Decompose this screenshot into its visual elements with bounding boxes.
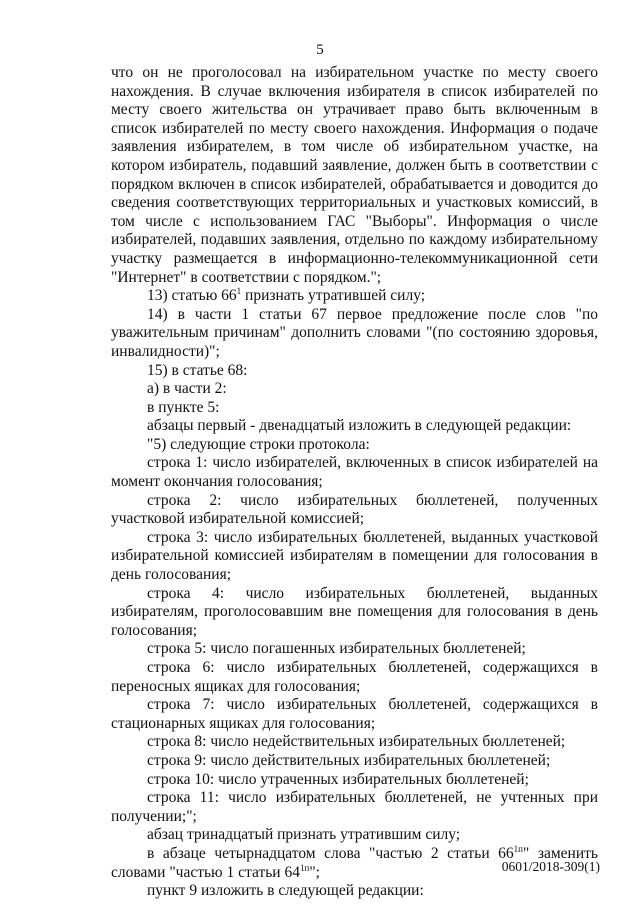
protocol-line: строка 3: число избирательных бюллетеней, выданных участковой избирательной комиссией избирателям в помещении для голосования в день голосования; — [111, 528, 598, 584]
subitem-a: а) в части 2: — [147, 380, 227, 398]
point-9-heading: пункт 9 изложить в следующей редакции: — [147, 882, 424, 900]
protocol-line: строка 5: число погашенных избирательных бюллетеней; — [147, 640, 526, 658]
protocol-line: строка 4: число избирательных бюллетеней, выданных избирателям, проголосовавшим вне помещения для голосования в день голосования; — [111, 584, 598, 639]
protocol-line: строка 10: число утраченных избирательных бюллетеней; — [147, 770, 529, 788]
protocol-line: строка 1: число избирателей, включенных в список избирателей на момент окончания голосования; — [111, 454, 598, 491]
paragraph-13-repeal: абзац тринадцатый признать утратившим силу; — [147, 826, 461, 844]
superscript: 1 — [236, 286, 242, 297]
protocol-line: строка 2: число избирательных бюллетеней, полученных участковой избирательной комиссией; — [111, 491, 598, 528]
protocol-line: строка 8: число недействительных избирательных бюллетеней; — [147, 733, 566, 751]
page-number: 5 — [316, 42, 324, 58]
paragraphs-replace: абзацы первый - двенадцатый изложить в следующей редакции: — [147, 417, 572, 435]
superscript: 1п — [513, 843, 523, 854]
protocol-line: строка 9: число действительных избирательных бюллетеней; — [147, 751, 551, 769]
protocol-line: строка 6: число избирательных бюллетеней, содержащихся в переносных ящиках для голосования; — [111, 659, 598, 695]
paragraph-14-amend: в абзаце четырнадцатом слова "частью 2 статьи $66^{1п}$" заменить словами "частью 1 статьи $64^{1п}$"; — [111, 843, 598, 881]
document-code: 0601/2018-309(1) — [501, 859, 600, 874]
point-5-heading: в пункте 5: — [147, 398, 220, 416]
document-body — [111, 64, 598, 901]
protocol-line: строка 7: число избирательных бюллетеней, содержащихся в стационарных ящиках для голосования; — [111, 696, 598, 732]
protocol-lines-heading: "5) следующие строки протокола: — [147, 435, 370, 453]
item-13: 13) статью $66^1$ признать утратившей силу; — [147, 286, 426, 305]
paragraph-continuation: что он не проголосовал на избирательном участке по месту своего нахождения. В случае включения избирателя в список избирателей по месту своего жительства он утрачивает право быть включенным в список избирателей по месту своего нахождения. Информация о подаче заявления избирателем, в том числе об избирательном участке, на котором избиратель, подавший заявление, должен быть в соответствии с порядком включен в список избирателей, обрабатывается и доводится до сведения соответствующих территориальных и участковых комиссий, в том числе с использованием ГАС "Выборы". Информация о числе избирателей, подавших заявления, отдельно по каждому избирательному участку размещается в информационно-телекоммуникационной сети "Интернет" в соответствии с порядком."; — [111, 64, 598, 286]
item-15: 15) в статье 68: — [147, 361, 248, 379]
item-14: 14) в части 1 статьи 67 первое предложение после слов "по уважительным причинам" дополнить словами "(по состоянию здоровья, инвалидности)"; — [111, 305, 598, 360]
superscript: 1п — [299, 862, 310, 873]
protocol-line: строка 11: число избирательных бюллетеней, не учтенных при получении;"; — [111, 789, 598, 825]
